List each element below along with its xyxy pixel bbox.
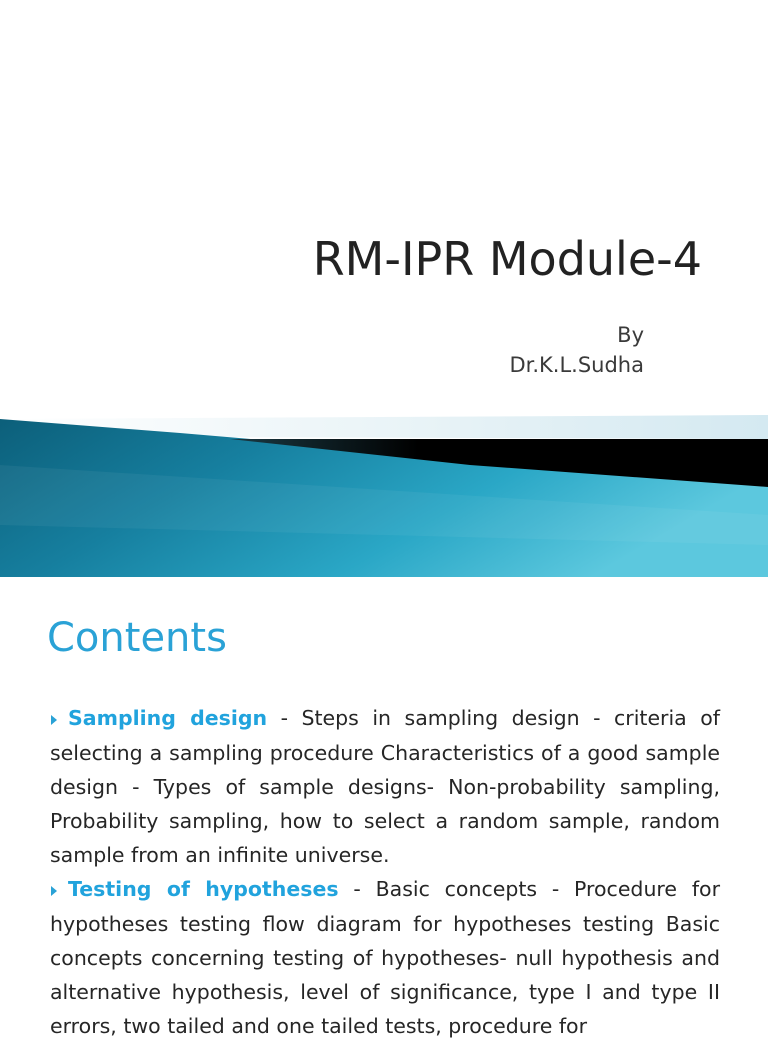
bullet-text: - Steps in sampling design - criteria of selecting a sampling procedure Characteristics of a good sample design - Types of sample designs- Non-probability sampling, Probability sampling, how to select a random sample, random sample from an infinite universe. (50, 706, 720, 867)
bullet-text: - Basic concepts - Procedure for hypotheses testing flow diagram for hypotheses testing Basic concepts concerning testing of hypotheses- null hypothesis and alternative hypothesis, level of significance, type I and type II errors, two tailed and one tailed tests, procedure for (50, 877, 721, 1038)
author-name: Dr.K.L.Sudha (509, 353, 644, 377)
bullet-heading: Testing of hypotheses (68, 877, 339, 901)
by-label: By (617, 323, 644, 347)
contents-heading: Contents (47, 615, 227, 661)
triangle-right-icon (50, 873, 62, 907)
list-item (50, 872, 720, 1043)
bullet-heading: Sampling design (68, 706, 268, 730)
contents-slide (0, 577, 768, 1038)
decorative-wave-band (0, 405, 768, 577)
triangle-right-icon (50, 702, 62, 736)
contents-list (50, 701, 720, 1043)
slide-title: RM-IPR Module-4 (312, 232, 702, 286)
list-item (50, 701, 720, 872)
